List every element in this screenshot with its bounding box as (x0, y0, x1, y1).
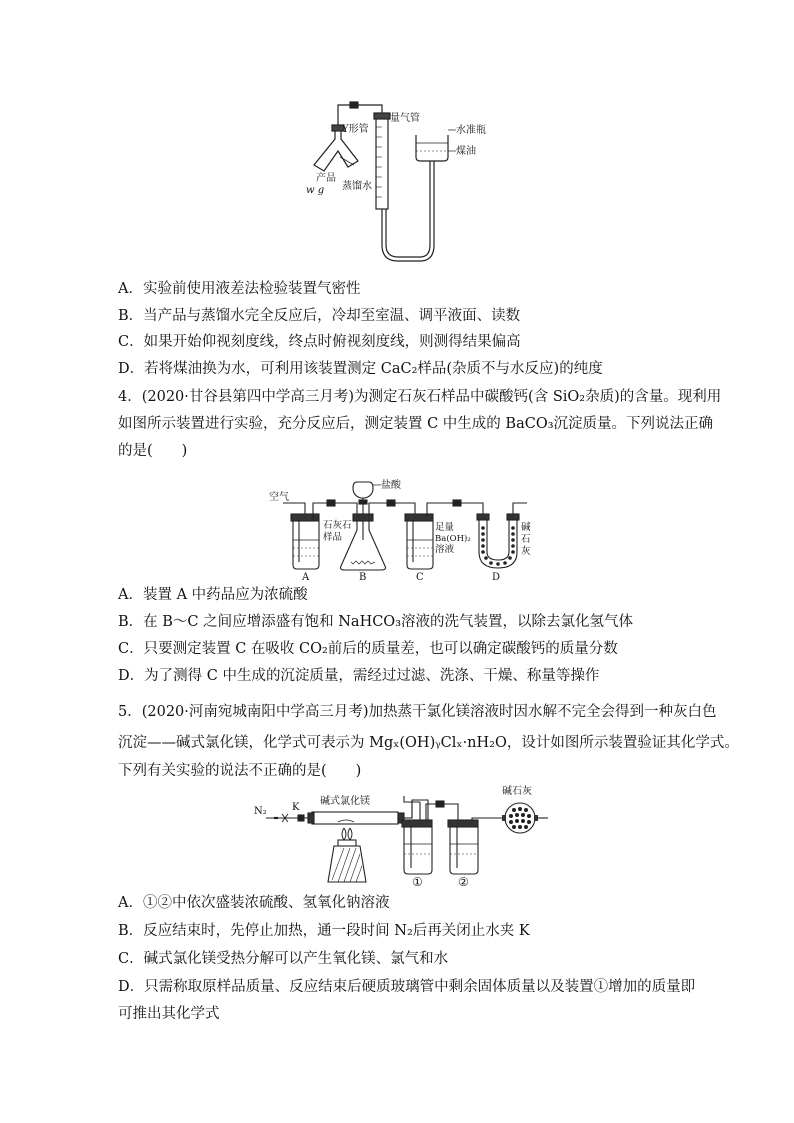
limestone-label-1: 石灰石 (323, 520, 352, 531)
q5-option-b: B．反应结束时，先停止加热，通一段时间 N₂后再关闭止水夹 K (118, 923, 530, 939)
gas-burette-label: 量气管 (390, 113, 420, 124)
apparatus-c-label: C (416, 572, 424, 582)
hcl-label: 盐酸 (381, 480, 401, 491)
product-label: 产品 (316, 173, 336, 184)
q4-option-a: A．装置 A 中药品应为浓硫酸 (118, 587, 308, 603)
q5-option-a: A．①②中依次盛装浓硫酸、氢氧化钠溶液 (118, 895, 390, 911)
limestone-label-2: 样品 (323, 532, 343, 543)
y-tube-label: Y形管 (342, 124, 369, 135)
kerosene-label: 煤油 (456, 146, 476, 157)
q5-stem-line-2: 沉淀——碱式氯化镁，化学式可表示为 Mgₓ(OH)ᵧClₓ·nH₂O，设计如图所示装置验证其化学式。 (118, 735, 739, 751)
q5-stem-line-3: 下列有关实验的说法不正确的是( ) (118, 763, 362, 779)
apparatus-b-label: B (359, 572, 367, 582)
q4-stem-line-3: 的是( ) (118, 443, 188, 459)
q5-option-d-line-2: 可推出其化学式 (118, 1006, 220, 1022)
soda-lime-label-2: 石 (521, 534, 531, 545)
q3-option-c: C．如果开始仰视刻度线，终点时俯视刻度线，则测得结果偏高 (118, 334, 521, 350)
bottle-1-label: ① (412, 875, 423, 889)
distilled-water-label: 蒸馏水 (342, 181, 372, 192)
figure-basic-mgcl-apparatus (252, 782, 552, 890)
air-label: 空气 (269, 492, 289, 503)
bottle-2-label: ② (458, 875, 469, 889)
q3-option-b: B．当产品与蒸馏水完全反应后，冷却至室温、调平液面、读数 (118, 308, 521, 324)
solution-label: 溶液 (435, 544, 455, 555)
apparatus-a-label: A (302, 572, 310, 582)
q3-option-d: D．若将煤油换为水，可利用该装置测定 CaC₂样品(杂质不与水反应)的纯度 (118, 361, 603, 377)
q4-stem-line-2: 如图所示装置进行实验，充分反应后，测定装置 C 中生成的 BaCO₃沉淀质量。下列说法正确 (118, 416, 714, 432)
q5-stem-line-1: 5．(2020·河南宛城南阳中学高三月考)加热蒸干氯化镁溶液时因水解不完全会得到一种灰白色 (118, 704, 717, 720)
q4-stem-line-1: 4．(2020·甘谷县第四中学高三月考)为测定石灰石样品中碳酸钙(含 SiO₂杂质)的含量。现利用 (118, 389, 722, 405)
q5-option-d-line-1: D．只需称取原样品质量、反应结束后硬质玻璃管中剩余固体质量以及装置①增加的质量即 (118, 979, 696, 995)
q4-option-d: D．为了测得 C 中生成的沉淀质量，需经过过滤、洗涤、干燥、称量等操作 (118, 668, 600, 684)
soda-lime-tube-label: 碱石灰 (502, 786, 532, 797)
baoh2-label: Ba(OH)₂ (435, 534, 471, 544)
q4-option-b: B．在 B～C 之间应增添盛有饱和 NaHCO₃溶液的洗气装置，以除去氯化氢气体 (118, 614, 634, 630)
water-bottle-label: 水准瓶 (456, 125, 486, 136)
mass-label: w g (306, 185, 325, 196)
q5-option-c: C．碱式氯化镁受热分解可以产生氧化镁、氯气和水 (118, 951, 449, 967)
apparatus-d-label: D (492, 572, 501, 582)
basic-mgcl-label: 碱式氯化镁 (320, 796, 370, 807)
k-clamp-label: K (292, 802, 300, 813)
figure-gas-burette-apparatus (290, 95, 500, 270)
figure-limestone-apparatus (265, 470, 535, 582)
q3-option-a: A．实验前使用液差法检验装置气密性 (118, 281, 361, 297)
n2-label: N₂ (254, 806, 267, 817)
q4-option-c: C．只要测定装置 C 在吸收 CO₂前后的质量差，也可以确定碳酸钙的质量分数 (118, 641, 618, 657)
excess-label: 足量 (435, 522, 455, 533)
soda-lime-label-3: 灰 (521, 546, 531, 557)
soda-lime-label-1: 碱 (521, 522, 531, 533)
